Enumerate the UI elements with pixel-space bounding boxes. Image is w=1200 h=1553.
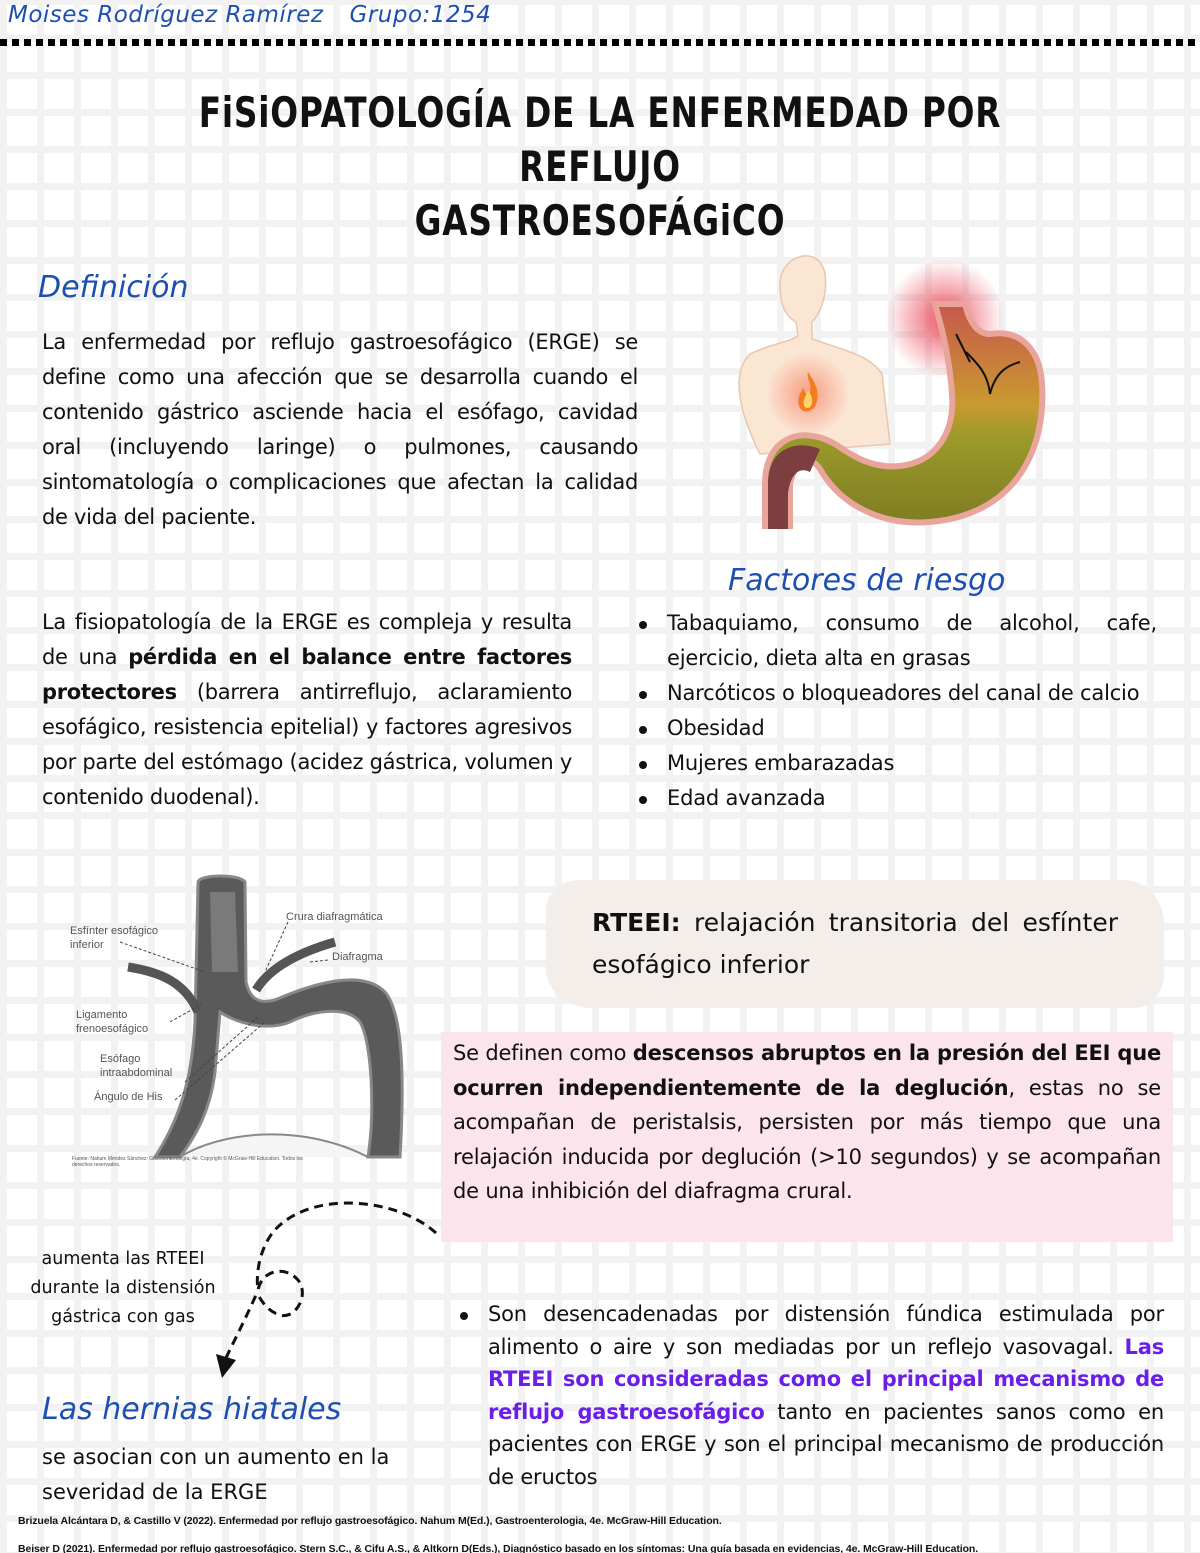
risk-factor-item: Edad avanzada (632, 781, 1157, 816)
triggers-list (452, 1298, 1164, 1493)
rteei-detail-text (453, 1036, 1161, 1209)
rteei-term: RTEEI: (592, 908, 681, 937)
title-line-1: FiSiOPATOLOGÍA DE LA ENFERMEDAD POR REFLUJO (198, 88, 1002, 191)
author-name: Moises Rodríguez Ramírez (8, 2, 324, 28)
label-esophagus: Esófago intraabdominal (100, 1053, 173, 1079)
rteei-detail-bold: descensos abruptos en la presión del EEI que ocurren independientemente de la deglución (453, 1041, 1161, 1100)
rteei-detail-box (441, 1032, 1173, 1242)
trigger-text-2: tanto en pacientes sanos como en pacientes con ERGE y son el principal mecanismo de producción de eructos (488, 1399, 1164, 1489)
risk-factor-item: Mujeres embarazadas (632, 746, 1157, 781)
trigger-highlight: Las RTEEI son consideradas como el principal mecanismo de reflujo gastroesofágico (488, 1334, 1164, 1424)
title-line-2: GASTROESOFÁGiCO (414, 196, 786, 245)
rteei-meaning: relajación transitoria del esfínter esofágico inferior (592, 908, 1118, 979)
trigger-text-1: Son desencadenadas por distensión fúndica estimulada por alimento o aire y son mediadas por un reflejo vasovagal. (488, 1302, 1164, 1359)
label-ligament: Ligamento frenoesofágico (76, 1009, 149, 1035)
pathophysiology-bold: pérdida en el balance entre factores protectores (42, 645, 572, 704)
hiatal-hernia-text: se asocian con un aumento en la severidad de la ERGE (42, 1445, 390, 1504)
label-crura: Crura diafragmática (286, 911, 383, 923)
reference-item: Beiser D (2021). Enfermedad por reflujo gastroesofágico. Stern S.C., & Cifu A.S., & Altkorn D(Eds.), Diagnóstico basado en los síntomas: Una guía basada en evidencias, 4e. McGraw-Hill Education. (18, 1543, 979, 1553)
rteei-definition-box (546, 880, 1164, 1008)
risk-factors-list (632, 606, 1157, 816)
rteei-detail-text-2: , estas no se acompañan de peristalsis, persisten por más tiempo que una relajación inducida por deglución (>10 segundos) y se acompañan de una inhibición del diafragma crural. (453, 1075, 1161, 1203)
author-line (8, 2, 491, 28)
label-sphincter: Esfínter esofágico inferior (70, 925, 159, 951)
risk-factor-item: Obesidad (632, 711, 1157, 746)
pathophysiology-text-2: (barrera antirreflujo, aclaramiento esofágico, resistencia epitelial) y factores agresivos por parte del estómago (acidez gástrica, volumen y contenido duodenal). (42, 680, 572, 809)
risk-factor-item: Narcóticos o bloqueadores del canal de calcio (632, 676, 1157, 711)
page-title (155, 86, 1044, 248)
trigger-item (452, 1298, 1164, 1493)
hiatal-hernia-heading: Las hernias hiatales (42, 1392, 342, 1427)
group-number: Grupo:1254 (349, 2, 492, 28)
heartburn-illustration (720, 244, 1050, 529)
definition-heading: Definición (38, 270, 189, 305)
rteei-detail-text-1: Se definen como (453, 1041, 633, 1065)
pathophysiology-text-1: La fisiopatología de la ERGE es compleja y resulta de una (42, 610, 572, 669)
side-note: aumenta las RTEEI durante la distensión gástrica con gas (30, 1249, 216, 1327)
reference-item: Brizuela Alcántara D, & Castillo V (2022). Enfermedad por reflujo gastroesofágico. Nahum M(Ed.), Gastroenterologia, 4e. McGraw-Hill Education. (18, 1515, 722, 1527)
risk-factors-heading: Factores de riesgo (728, 563, 1006, 598)
label-angle-his: Ángulo de His (94, 1091, 163, 1103)
definition-paragraph: La enfermedad por reflujo gastroesofágico (ERGE) se define como una afección que se desarrolla cuando el contenido gástrico asciende hacia el esófago, cavidad oral (incluyendo laringe) o pulmones, causando sintomatología o complicaciones que afectan la calidad de vida del paciente. (42, 330, 638, 529)
label-diaphragm: Diafragma (332, 951, 383, 963)
references (18, 1507, 1198, 1553)
risk-factor-item: Tabaquiamo, consumo de alcohol, cafe, ejercicio, dieta alta en grasas (632, 606, 1157, 676)
rteei-definition (592, 902, 1118, 986)
gastroesophageal-junction-figure (60, 872, 410, 1172)
dotted-divider (0, 39, 1200, 46)
figure-credit: Fuente: Nahum Méndez Sánchez: Gastroenterología, 4e. Copyright © McGraw-Hill Education. Todos los derechos reservados. (72, 1156, 303, 1168)
pathophysiology-paragraph (42, 605, 572, 815)
